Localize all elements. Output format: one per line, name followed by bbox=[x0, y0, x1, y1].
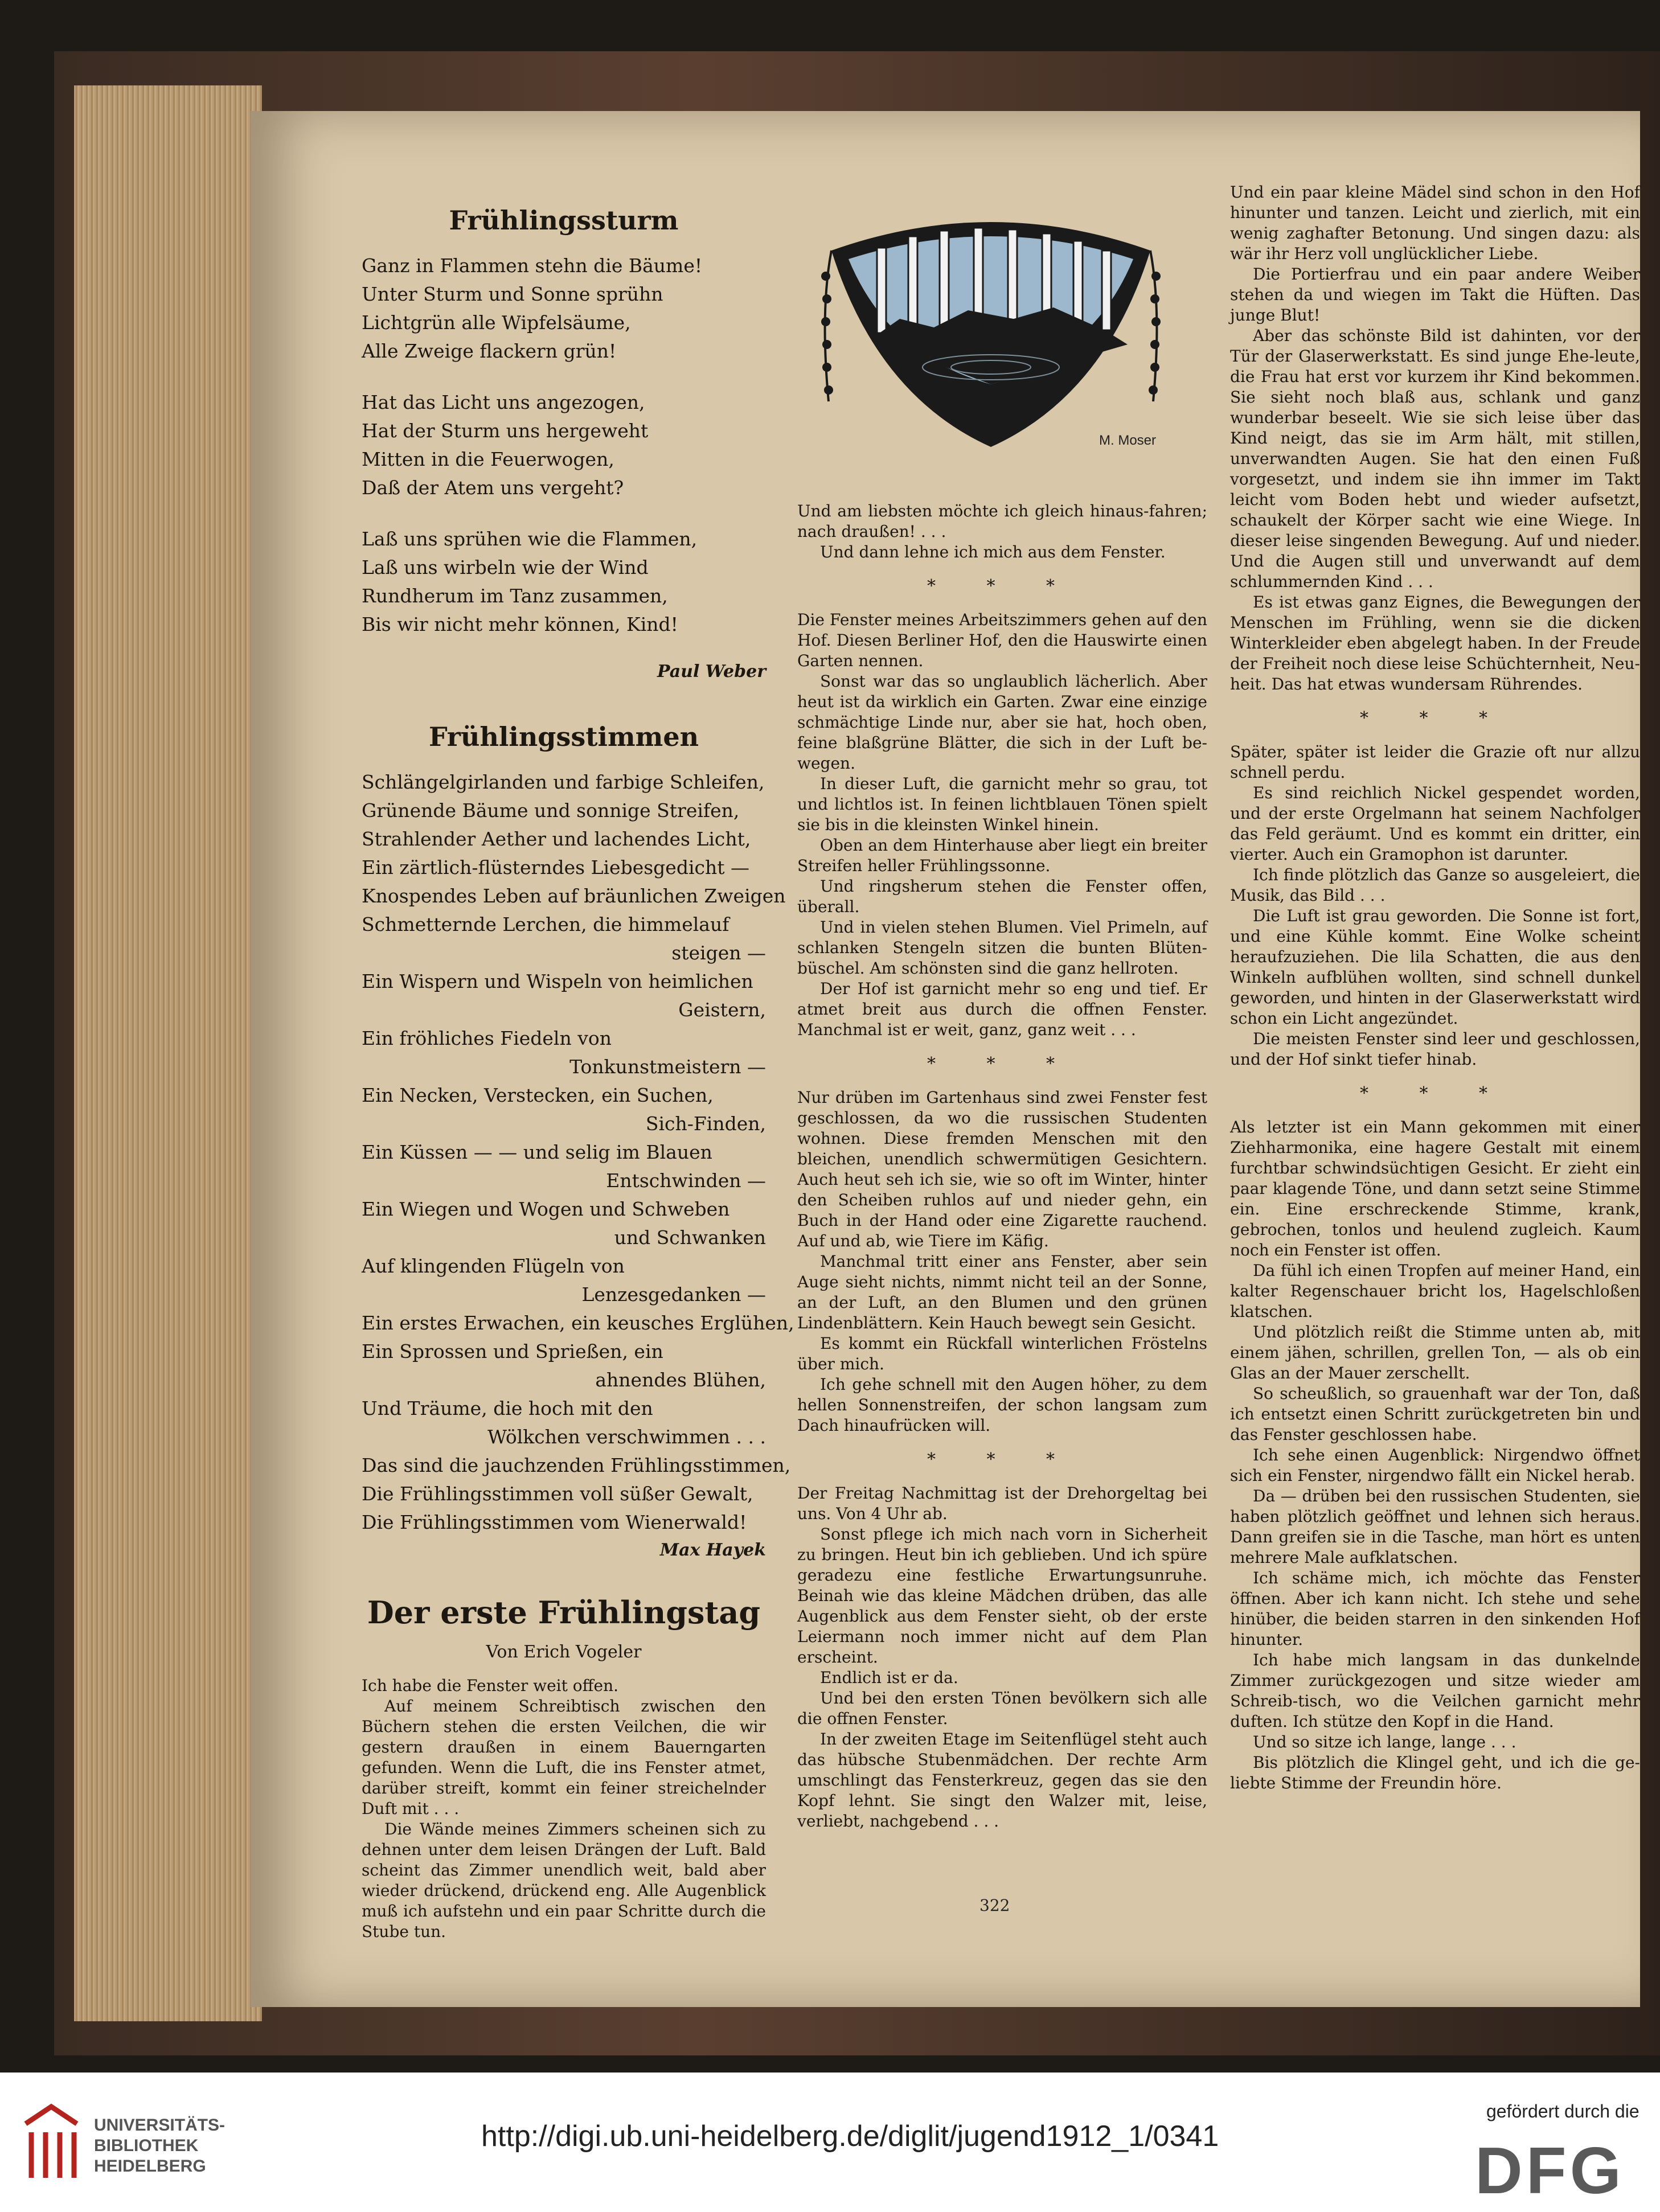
poem-line: Unter Sturm und Sonne sprühn bbox=[362, 283, 663, 305]
poem-line: Lenzesgedanken — bbox=[581, 1283, 766, 1306]
paragraph: Die Portierfrau und ein paar andere Weiber stehen da und wiegen im Takt die Hüften. Das junge Blut! bbox=[1230, 265, 1640, 325]
story-text bbox=[1230, 182, 1640, 695]
story-text bbox=[797, 501, 1207, 563]
poem-line: Mitten in die Feuerwogen, bbox=[362, 448, 614, 470]
paragraph: In der zweiten Etage im Seitenflügel steht auch das hübsche Stubenmädchen. Der rechte Arm umschlingt das Fensterkreuz, gegen das sie den Kopf lehnt. Sie singt den Walzer mit, leise, verliebt, nachgebend . . . bbox=[797, 1730, 1207, 1831]
poem-line: Alle Zweige flackern grün! bbox=[362, 340, 617, 362]
paragraph: Auf meinem Schreibtisch zwischen den Büchern stehen die ersten Veilchen, die wir gestern draußen in einem Bauerngarten gefunden. Wenn die Luft, die ins Fenster atmet, darüber streift, kommt ein feiner streichelnder Duft mit . . . bbox=[362, 1697, 766, 1818]
column-middle bbox=[797, 501, 1207, 1832]
paragraph: Und dann lehne ich mich aus dem Fenster. bbox=[820, 543, 1166, 561]
poem-title: Frühlingssturm bbox=[449, 205, 679, 236]
section-separator: * * * bbox=[927, 576, 1078, 596]
paragraph: Nur drüben im Gartenhaus sind zwei Fenster fest geschlossen, da wo die russischen Studenten wohnen. Diese fremden Menschen mit den bleichen, unendlich schwermütigen Gesichtern. Auch heut seh ich sie, wie so oft im Winter, hinter den Scheiben ruhlos auf und nieder gehn, ein Buch in der Hand oder eine Zigarette rauchend. Auf und ab, wie Tiere im Käfig. bbox=[797, 1088, 1207, 1250]
section-separator: * * * bbox=[927, 1054, 1078, 1074]
poem-line: Daß der Atem uns vergeht? bbox=[362, 477, 624, 499]
paragraph: Und ein paar kleine Mädel sind schon in den Hof hinunter und tanzen. Leicht und zierlich, mit ein wenig zaghafter Betonung. Und singen dazu: als wär ihr Herz voll unglücklicher Liebe. bbox=[1230, 183, 1640, 263]
paragraph: Und in vielen stehen Blumen. Viel Primeln, auf schlanken Stengeln sitzen die bunten Blüten-büschel. Am schönsten sind die ganz hellroten. bbox=[797, 918, 1207, 978]
paragraph: Ich schäme mich, ich möchte das Fenster öffnen. Aber ich kann nicht. Ich stehe und sehe hinüber, die beiden starren in den sinkenden Hof hinunter. bbox=[1230, 1569, 1640, 1649]
section-separator: * * * bbox=[1359, 708, 1511, 728]
poem-line: Die Frühlingsstimmen vom Wienerwald! bbox=[362, 1511, 747, 1533]
poem-line: Geistern, bbox=[678, 999, 766, 1021]
paragraph: Der Freitag Nachmittag ist der Drehorgeltag bei uns. Von 4 Uhr ab. bbox=[797, 1484, 1207, 1523]
poem-line: Ein Wispern und Wispeln von heimlichen bbox=[362, 970, 753, 992]
illustration-vignette bbox=[786, 196, 1196, 464]
poem-line: Sich-Finden, bbox=[645, 1113, 766, 1135]
story-text bbox=[362, 1676, 766, 1942]
poem-line: Laß uns sprühen wie die Flammen, bbox=[362, 528, 698, 550]
poem-author: Max Hayek bbox=[659, 1540, 766, 1560]
poem-line: steigen — bbox=[671, 942, 766, 964]
paragraph: Die Luft ist grau geworden. Die Sonne ist fort, und eine Kühle kommt. Eine Wolke scheint heraufzuziehen. Die lila Schatten, die aus den Winkeln aufblühen wollten, sind schnell dunkel geworden, und hinten in der Glaserwerkstatt wird schon ein Licht angezündet. bbox=[1230, 906, 1640, 1028]
paragraph: Manchmal tritt einer ans Fenster, aber sein Auge sieht nichts, nimmt nicht teil an der Sonne, an der Luft, an den Blumen und den grünen Lindenblättern. Kein Hauch bewegt sein Gesicht. bbox=[797, 1252, 1207, 1332]
poem-line: Ein Sprossen und Sprießen, ein bbox=[362, 1340, 663, 1363]
paragraph: Ich finde plötzlich das Ganze so ausgeleiert, die Musik, das Bild . . . bbox=[1230, 865, 1640, 905]
paragraph: Später, später ist leider die Grazie oft nur allzu schnell perdu. bbox=[1230, 742, 1640, 782]
dfg-logo: DFG bbox=[1475, 2133, 1625, 2207]
poem-author: Paul Weber bbox=[657, 662, 766, 682]
funded-by-label: gefördert durch die bbox=[1486, 2101, 1639, 2121]
poem-line: Auf klingenden Flügeln von bbox=[362, 1255, 625, 1277]
poem-line: Ein Küssen — — und selig im Blauen bbox=[362, 1141, 712, 1163]
poem-line: Grünende Bäume und sonnige Streifen, bbox=[362, 799, 740, 822]
paragraph: Da — drüben bei den russischen Studenten, sie haben plötzlich geöffnet und lehnen sich heraus. Dann greifen sie in die Tasche, man hört es unten mehrere Male aufklatschen. bbox=[1230, 1487, 1640, 1567]
illustration-credit: M. Moser bbox=[1099, 433, 1157, 448]
section-separator: * * * bbox=[927, 1450, 1078, 1470]
story-text bbox=[797, 1087, 1207, 1436]
poem-line: Schmetternde Lerchen, die himmelauf bbox=[362, 913, 729, 935]
section-separator: * * * bbox=[1359, 1084, 1511, 1103]
paragraph: Die Wände meines Zimmers scheinen sich zu dehnen unter dem leisen Drängen der Luft. Bald scheint das Zimmer unendlich weit, bald aber wieder drückend, drückend eng. Alle Augenblick muß ich aufstehn und ein paar Schritte durch die Stube tun. bbox=[362, 1820, 766, 1941]
story-title: Der erste Frühlingstag bbox=[367, 1594, 761, 1631]
institution-line: BIBLIOTHEK bbox=[94, 2136, 199, 2155]
poem-line: Das sind die jauchzenden Frühlingsstimmen, bbox=[362, 1454, 791, 1476]
poem-line: Ein fröhliches Fiedeln von bbox=[362, 1027, 612, 1049]
paragraph: Da fühl ich einen Tropfen auf meiner Hand, ein kalter Regenschauer bricht los, Hagelschloßen klatschen. bbox=[1230, 1261, 1640, 1321]
poem-line: Hat der Sturm uns hergeweht bbox=[362, 420, 649, 442]
poem-line: Die Frühlingsstimmen voll süßer Gewalt, bbox=[362, 1483, 753, 1505]
poem-line: Ganz in Flammen stehn die Bäume! bbox=[362, 255, 703, 277]
paragraph: Die Fenster meines Arbeitszimmers gehen auf den Hof. Diesen Berliner Hof, den die Hauswirte einen Garten nennen. bbox=[797, 610, 1207, 670]
poem-frühlingsstimmen bbox=[362, 768, 794, 1537]
paragraph: Endlich ist er da. bbox=[820, 1668, 958, 1687]
paragraph: Es kommt ein Rückfall winterlichen Fröstelns über mich. bbox=[797, 1334, 1207, 1373]
poem-line: Rundherum im Tanz zusammen, bbox=[362, 585, 668, 607]
paragraph: Und bei den ersten Tönen bevölkern sich alle die offnen Fenster. bbox=[797, 1689, 1207, 1728]
stanza bbox=[362, 525, 766, 639]
paragraph: Und ringsherum stehen die Fenster offen, überall. bbox=[797, 877, 1207, 916]
paragraph: Ich sehe einen Augenblick: Nirgendwo öffnet sich ein Fenster, nirgendwo fällt ein Nickel herab. bbox=[1230, 1446, 1640, 1485]
poem-line: Bis wir nicht mehr können, Kind! bbox=[362, 613, 678, 635]
poem-title: Frühlingsstimmen bbox=[428, 721, 699, 752]
paragraph: Es sind reichlich Nickel gespendet worden, und der erste Orgelmann hat seinem Nachfolger das Feld geräumt. Und es kommt ein dritter, ein vierter. Auch ein Gramophon ist darunter. bbox=[1230, 783, 1640, 864]
poem-line: Knospendes Leben auf bräunlichen Zweigen bbox=[362, 885, 786, 907]
paragraph: Als letzter ist ein Mann gekommen mit einer Ziehharmonika, eine hagere Gestalt mit einem furchtbar schwindsüchtigen Gesicht. Er zieht ein paar klagende Töne, und dann setzt seine Stimme ein. Eine erschreckende Stimme, krank, gebrochen, tonlos und heulend zugleich. Kaum noch ein Fenster ist offen. bbox=[1230, 1118, 1640, 1259]
institution-name bbox=[94, 2115, 225, 2177]
column-left bbox=[362, 205, 794, 1942]
story-text bbox=[797, 610, 1207, 1040]
paragraph: Sonst war das so unglaublich lächerlich. Aber heut ist da wirklich ein Garten. Zwar eine einzige schmächtige Linde nur, aber sie hat, hoch oben, feine blaßgrüne Blätter, die sich in der Luft be-wegen. bbox=[797, 672, 1207, 773]
paragraph: Oben an dem Hinterhause aber liegt ein breiter Streifen heller Frühlingssonne. bbox=[797, 836, 1207, 875]
stanza bbox=[362, 388, 766, 502]
paragraph: In dieser Luft, die garnicht mehr so grau, tot und lichtlos ist. In feinen lichtblauen Tönen spielt sie bis in die kleinsten Winkel hinein. bbox=[797, 774, 1207, 834]
poem-line: Und Träume, die hoch mit den bbox=[362, 1397, 653, 1419]
paragraph: Ich habe mich langsam in das dunkelnde Zimmer zurückgezogen und sitze wieder am Schreib-tisch, wo die Veilchen garnicht mehr duften. Ich stütze den Kopf in die Hand. bbox=[1230, 1651, 1640, 1731]
poem-line: und Schwanken bbox=[614, 1226, 766, 1249]
paragraph: Und plötzlich reißt die Stimme unten ab, mit einem jähen, schrillen, grellen Ton, — als ob ein Glas an der Mauer zerschellt. bbox=[1230, 1323, 1640, 1382]
poem-line: Wölkchen verschwimmen . . . bbox=[487, 1426, 766, 1448]
poem-line: Entschwinden — bbox=[606, 1169, 766, 1192]
poem-line: Strahlender Aether und lachendes Licht, bbox=[362, 828, 751, 850]
paragraph: Ich habe die Fenster weit offen. bbox=[362, 1676, 619, 1695]
story-text bbox=[1230, 1117, 1640, 1794]
paragraph: Ich gehe schnell mit den Augen höher, zu dem hellen Sonnenstreifen, der schon langsam zum Dach hinaufrücken will. bbox=[797, 1375, 1207, 1435]
paragraph: Und am liebsten möchte ich gleich hinaus-fahren; nach draußen! . . . bbox=[797, 502, 1207, 541]
paragraph: So scheußlich, so grauenhaft war der Ton, daß ich entsetzt einen Schritt zurückgetreten bin und das Fenster geschlossen habe. bbox=[1230, 1384, 1640, 1444]
stanza bbox=[362, 252, 766, 366]
permalink-url[interactable]: http://digi.ub.uni-heidelberg.de/diglit/jugend1912_1/0341 bbox=[481, 2120, 1219, 2153]
poem-line: Ein Wiegen und Wogen und Schweben bbox=[362, 1198, 730, 1220]
story-text bbox=[797, 1483, 1207, 1832]
poem-line: Schlängelgirlanden und farbige Schleifen, bbox=[362, 771, 765, 793]
paragraph: Bis plötzlich die Klingel geht, und ich die ge-liebte Stimme der Freundin höre. bbox=[1230, 1753, 1640, 1792]
page-number: 322 bbox=[979, 1896, 1010, 1915]
poem-frühlingssturm bbox=[362, 252, 766, 639]
paragraph: Der Hof ist garnicht mehr so eng und tief. Er atmet breit aus durch die offnen Fenster. Manchmal ist er weit, ganz, ganz weit . . . bbox=[797, 979, 1207, 1039]
poem-line: Ein zärtlich-flüsterndes Liebesgedicht — bbox=[362, 856, 749, 879]
poem-line: Lichtgrün alle Wipfelsäume, bbox=[362, 311, 631, 334]
paragraph: Und so sitze ich lange, lange . . . bbox=[1253, 1733, 1516, 1751]
paragraph: Sonst pflege ich mich nach vorn in Sicherheit zu bringen. Heut bin ich geblieben. Und ich spüre geradezu eine festliche Erwartungsunruhe. Beinah wie das kleine Mädchen drüben, das alle Augenblick aus dem Fenster sieht, ob der erste Leiermann noch immer nicht auf dem Plan erscheint. bbox=[797, 1525, 1207, 1667]
poem-line: ahnendes Blühen, bbox=[595, 1369, 766, 1391]
institution-line: HEIDELBERG bbox=[94, 2157, 206, 2176]
poem-line: Ein Necken, Verstecken, ein Suchen, bbox=[362, 1084, 714, 1106]
paragraph: Es ist etwas ganz Eignes, die Bewegungen der Menschen im Frühling, wenn sie die dicken Winterkleider eben abgelegt haben. In der Freude der Freiheit noch diese leise Schüchternheit, Neu-heit. Das hat etwas wundersam Rührendes. bbox=[1230, 593, 1640, 693]
library-logo-icon bbox=[17, 2101, 85, 2186]
paragraph: Aber das schönste Bild ist dahinten, vor der Tür der Glaserwerkstatt. Es sind junge Ehe-leute, die Frau hat erst vor kurzem ihr Kind bekommen. Sie sieht noch blaß aus, schlank und ganz wunderbar beseelt. Wie sie sich leise über das Kind neigt, das sie im Arm hält, mit stillen, unverwandten Augen. Sie hat den einen Fuß vorgesetzt, und indem sie ihn immer im Takt leicht vom Boden hebt und wieder aufsetzt, schaukelt der Körper sacht wie eine Wiege. In dieser leise singenden Bewegung. Auf und nieder. Und die Augen still und unverwandt auf dem schlummernden Kind . . . bbox=[1230, 326, 1640, 591]
story-text bbox=[1230, 742, 1640, 1070]
institution-line: UNIVERSITÄTS- bbox=[94, 2116, 226, 2135]
poem-line: Hat das Licht uns angezogen, bbox=[362, 391, 645, 413]
page-edges bbox=[74, 85, 262, 2021]
paragraph: Die meisten Fenster sind leer und geschlossen, und der Hof sinkt tiefer hinab. bbox=[1230, 1029, 1640, 1069]
poem-line: Ein erstes Erwachen, ein keusches Erglühen, bbox=[362, 1312, 794, 1334]
story-byline: Von Erich Vogeler bbox=[486, 1642, 642, 1662]
poem-line: Laß uns wirbeln wie der Wind bbox=[362, 556, 649, 578]
poem-line: Tonkunstmeistern — bbox=[569, 1056, 766, 1078]
column-right bbox=[1230, 182, 1640, 1794]
